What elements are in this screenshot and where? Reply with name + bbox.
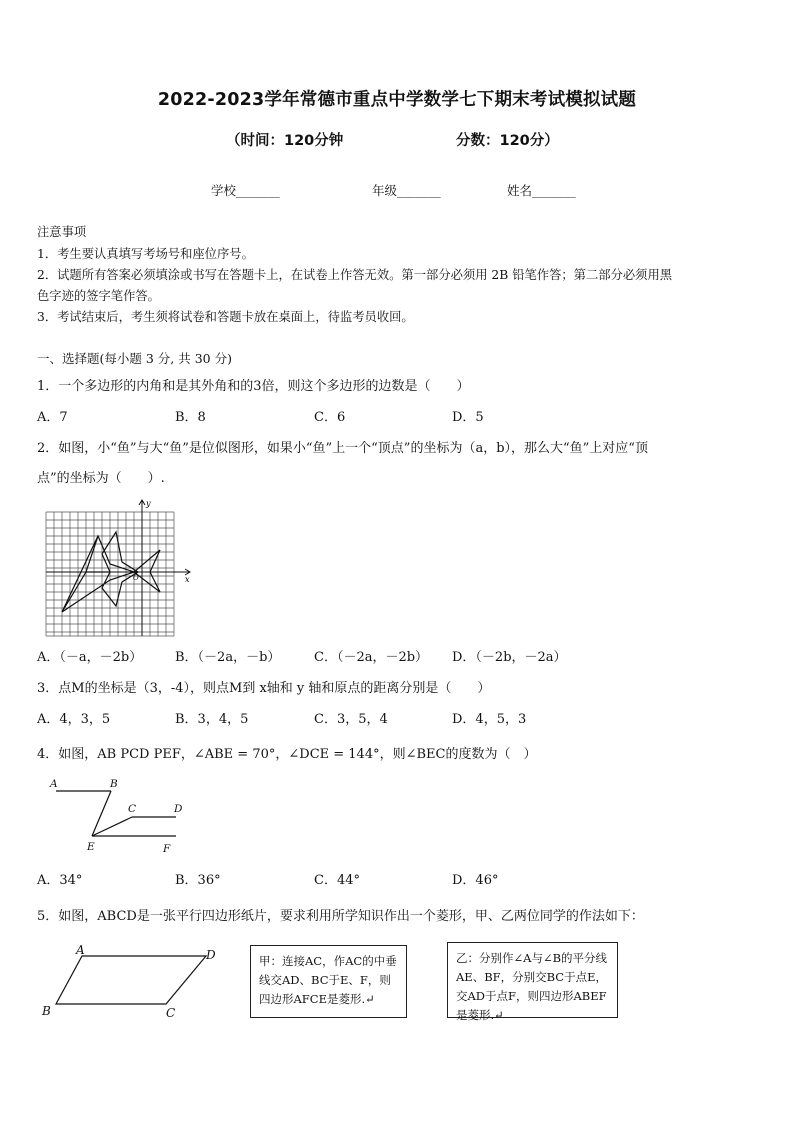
point-f-label: F <box>163 843 171 855</box>
question-1-stem: 1．一个多边形的内角和是其外角和的3倍，则这个多边形的边数是（ ） <box>37 379 470 394</box>
question-4-stem: 4．如图，AB PCD PEF，∠ABE = 70°，∠DCE = 144°，则∠BEC的度数为（ ） <box>37 747 537 762</box>
vertex-c-label: C <box>166 1006 176 1020</box>
grid-lines <box>46 512 174 636</box>
q4-option-b: B．36° <box>175 873 221 888</box>
name-field: 姓名_______ <box>507 183 576 198</box>
q3-option-b: B．3，4，5 <box>175 712 249 727</box>
q4-option-c: C．44° <box>314 873 360 888</box>
point-b-label: B <box>110 778 118 790</box>
q2-option-b: B．（－2a，－b） <box>175 650 281 665</box>
vertex-b-label: B <box>42 1004 51 1018</box>
question-2-stem: 2．如图，小“鱼”与大“鱼”是位似图形，如果小“鱼”上一个“顶点”的坐标为（a，b），那么大“鱼”上对应“顶 <box>37 441 648 456</box>
point-e-label: E <box>87 841 95 853</box>
vertex-a-label: A <box>76 943 85 957</box>
q1-option-a: A．7 <box>37 410 68 425</box>
point-a-label: A <box>50 778 58 790</box>
y-axis-label: y <box>146 499 151 508</box>
method-box-yi: 乙：分别作∠A与∠B的平分线AE、BF，分别交BC于点E，交AD于点F，则四边形ABEF是菱形.↵ <box>447 942 618 1018</box>
question-2-stem-cont: 点”的坐标为（ ）. <box>37 471 165 486</box>
point-d-label: D <box>174 803 183 815</box>
q2-option-d: D．（－2b，－2a） <box>452 650 567 665</box>
section-heading: 一、选择题(每小题 3 分, 共 30 分) <box>37 351 232 366</box>
point-c-label: C <box>128 803 137 815</box>
big-fish-shape <box>62 536 160 612</box>
notice-item: 2．试题所有答案必须填涂或书写在答题卡上，在试卷上作答无效。第一部分必须用 2B 铅笔作答；第二部分必须用黑 <box>37 268 673 282</box>
question-3-stem: 3．点M的坐标是（3，-4），则点M到 x轴和 y 轴和原点的距离分别是（ ） <box>37 681 491 696</box>
score-label: 分数：120分） <box>456 133 559 149</box>
question-5-stem: 5．如图，ABCD是一张平行四边形纸片，要求利用所学知识作出一个菱形，甲、乙两位同学的作法如下： <box>37 909 644 924</box>
time-label: （时间：120分钟 <box>226 133 344 149</box>
q1-option-d: D．5 <box>452 410 484 425</box>
notice-heading: 注意事项 <box>37 225 87 239</box>
q2-option-c: C．（－2a，－2b） <box>314 650 429 665</box>
parallelogram-abcd <box>56 956 206 1004</box>
grade-field: 年级_______ <box>372 183 441 198</box>
origin-label: O <box>133 574 139 582</box>
q3-option-a: A．4，3，5 <box>37 712 111 727</box>
parallel-lines-figure <box>44 774 194 860</box>
q2-option-a: A．（－a，－2b） <box>37 650 143 665</box>
q3-option-d: D．4，5，3 <box>452 712 527 727</box>
page-title: 2022-2023学年常德市重点中学数学七下期末考试模拟试题 <box>157 90 637 110</box>
q1-option-b: B．8 <box>175 410 206 425</box>
x-axis-label: x <box>185 575 190 584</box>
q4-option-a: A．34° <box>37 873 83 888</box>
notice-item: 3．考试结束后，考生须将试卷和答题卡放在桌面上，待监考员收回。 <box>37 310 414 324</box>
method-box-jia: 甲：连接AC，作AC的中垂线交AD、BC于E、F，则四边形AFCE是菱形.↵ <box>250 945 407 1018</box>
figure-lines <box>56 791 176 836</box>
school-field: 学校_______ <box>211 183 280 198</box>
q3-option-c: C．3，5，4 <box>314 712 388 727</box>
fish-grid-figure <box>40 496 200 641</box>
parallelogram-figure <box>38 942 228 1024</box>
notice-item: 1．考生要认真填写考场号和座位序号。 <box>37 247 254 261</box>
q1-option-c: C．6 <box>314 410 346 425</box>
q4-option-d: D．46° <box>452 873 499 888</box>
notice-item: 色字迹的签字笔作答。 <box>37 289 160 303</box>
vertex-d-label: D <box>206 948 216 962</box>
